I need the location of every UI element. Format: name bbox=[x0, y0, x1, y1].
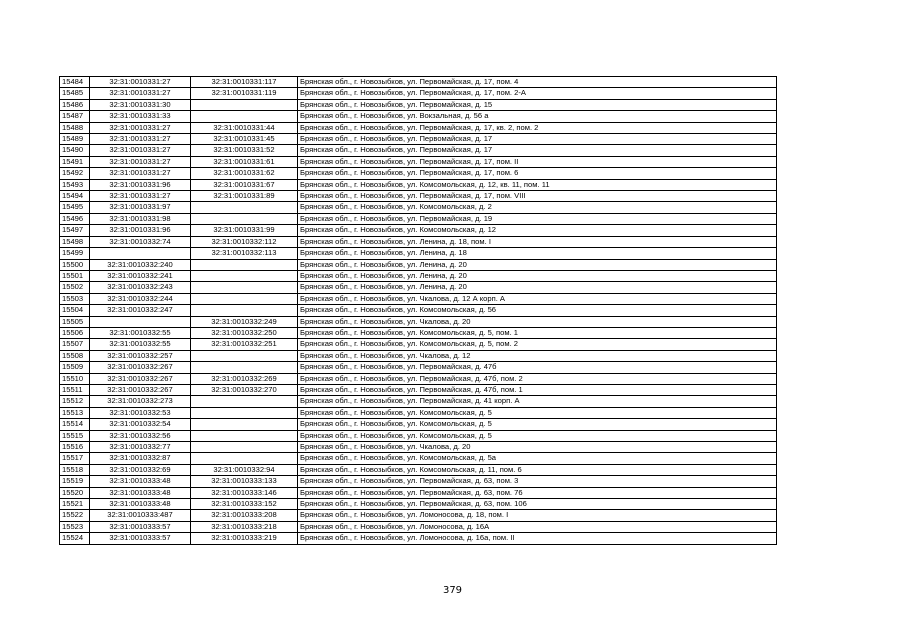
object-cadastral-number-cell: 32:31:0010333:146 bbox=[191, 487, 298, 498]
table-row bbox=[60, 122, 777, 133]
object-cadastral-number-cell bbox=[191, 419, 298, 430]
cadastral-number-cell: 32:31:0010332:69 bbox=[90, 464, 191, 475]
table-row bbox=[60, 236, 777, 247]
table-row bbox=[60, 396, 777, 407]
row-number-cell: 15497 bbox=[60, 225, 90, 236]
address-cell: Брянская обл., г. Новозыбков, ул. Комсомольская, д. 11, пом. 6 bbox=[298, 464, 777, 475]
address-cell: Брянская обл., г. Новозыбков, ул. Ленина, д. 20 bbox=[298, 282, 777, 293]
cadastral-number-cell: 32:31:0010332:273 bbox=[90, 396, 191, 407]
object-cadastral-number-cell bbox=[191, 111, 298, 122]
address-cell: Брянская обл., г. Новозыбков, ул. Комсомольская, д. 5 bbox=[298, 407, 777, 418]
row-number-cell: 15494 bbox=[60, 191, 90, 202]
address-cell: Брянская обл., г. Новозыбков, ул. Комсомольская, д. 5а bbox=[298, 453, 777, 464]
row-number-cell: 15524 bbox=[60, 533, 90, 544]
row-number-cell: 15511 bbox=[60, 384, 90, 395]
cadastral-number-cell: 32:31:0010333:57 bbox=[90, 533, 191, 544]
table-row bbox=[60, 476, 777, 487]
address-cell: Брянская обл., г. Новозыбков, ул. Первомайская, д. 17, пом. II bbox=[298, 156, 777, 167]
object-cadastral-number-cell: 32:31:0010332:94 bbox=[191, 464, 298, 475]
address-cell: Брянская обл., г. Новозыбков, ул. Первомайская, д. 17, пом. VIII bbox=[298, 191, 777, 202]
cadastral-number-cell: 32:31:0010332:55 bbox=[90, 339, 191, 350]
cadastral-number-cell: 32:31:0010332:267 bbox=[90, 373, 191, 384]
address-cell: Брянская обл., г. Новозыбков, ул. Комсомольская, д. 56 bbox=[298, 305, 777, 316]
address-cell: Брянская обл., г. Новозыбков, ул. Ломоносова, д. 16А bbox=[298, 521, 777, 532]
table-row bbox=[60, 487, 777, 498]
object-cadastral-number-cell bbox=[191, 202, 298, 213]
address-cell: Брянская обл., г. Новозыбков, ул. Первомайская, д. 63, пом. 106 bbox=[298, 499, 777, 510]
table-row bbox=[60, 499, 777, 510]
row-number-cell: 15503 bbox=[60, 293, 90, 304]
cadastral-number-cell: 32:31:0010331:27 bbox=[90, 156, 191, 167]
address-cell: Брянская обл., г. Новозыбков, ул. Ленина, д. 18, пом. I bbox=[298, 236, 777, 247]
table-row bbox=[60, 464, 777, 475]
object-cadastral-number-cell bbox=[191, 305, 298, 316]
object-cadastral-number-cell: 32:31:0010333:219 bbox=[191, 533, 298, 544]
object-cadastral-number-cell: 32:31:0010331:67 bbox=[191, 179, 298, 190]
row-number-cell: 15515 bbox=[60, 430, 90, 441]
cadastral-number-cell: 32:31:0010331:33 bbox=[90, 111, 191, 122]
cadastral-number-cell: 32:31:0010331:27 bbox=[90, 122, 191, 133]
object-cadastral-number-cell: 32:31:0010332:270 bbox=[191, 384, 298, 395]
cadastral-number-cell: 32:31:0010333:57 bbox=[90, 521, 191, 532]
table-row bbox=[60, 145, 777, 156]
table-row bbox=[60, 453, 777, 464]
address-cell: Брянская обл., г. Новозыбков, ул. Комсомольская, д. 2 bbox=[298, 202, 777, 213]
table-row bbox=[60, 225, 777, 236]
table-row bbox=[60, 442, 777, 453]
object-cadastral-number-cell: 32:31:0010331:52 bbox=[191, 145, 298, 156]
address-cell: Брянская обл., г. Новозыбков, ул. Чкалова, д. 12 А корп. А bbox=[298, 293, 777, 304]
cadastral-number-cell: 32:31:0010333:48 bbox=[90, 487, 191, 498]
table-row bbox=[60, 77, 777, 88]
address-cell: Брянская обл., г. Новозыбков, ул. Ленина, д. 18 bbox=[298, 248, 777, 259]
registry-table-body bbox=[60, 77, 777, 545]
object-cadastral-number-cell bbox=[191, 453, 298, 464]
registry-table bbox=[59, 76, 777, 545]
table-row bbox=[60, 373, 777, 384]
table-row bbox=[60, 213, 777, 224]
cadastral-number-cell: 32:31:0010332:247 bbox=[90, 305, 191, 316]
object-cadastral-number-cell: 32:31:0010331:61 bbox=[191, 156, 298, 167]
address-cell: Брянская обл., г. Новозыбков, ул. Первомайская, д. 63, пом. 3 bbox=[298, 476, 777, 487]
table-row bbox=[60, 510, 777, 521]
object-cadastral-number-cell: 32:31:0010331:45 bbox=[191, 134, 298, 145]
row-number-cell: 15485 bbox=[60, 88, 90, 99]
row-number-cell: 15491 bbox=[60, 156, 90, 167]
object-cadastral-number-cell bbox=[191, 270, 298, 281]
cadastral-number-cell: 32:31:0010331:98 bbox=[90, 213, 191, 224]
cadastral-number-cell: 32:31:0010331:97 bbox=[90, 202, 191, 213]
address-cell: Брянская обл., г. Новозыбков, ул. Первомайская, д. 15 bbox=[298, 99, 777, 110]
object-cadastral-number-cell: 32:31:0010332:249 bbox=[191, 316, 298, 327]
cadastral-number-cell: 32:31:0010331:27 bbox=[90, 191, 191, 202]
address-cell: Брянская обл., г. Новозыбков, ул. Первомайская, д. 47б, пом. 1 bbox=[298, 384, 777, 395]
object-cadastral-number-cell bbox=[191, 213, 298, 224]
object-cadastral-number-cell: 32:31:0010333:152 bbox=[191, 499, 298, 510]
address-cell: Брянская обл., г. Новозыбков, ул. Первомайская, д. 17, кв. 2, пом. 2 bbox=[298, 122, 777, 133]
row-number-cell: 15520 bbox=[60, 487, 90, 498]
object-cadastral-number-cell: 32:31:0010332:251 bbox=[191, 339, 298, 350]
row-number-cell: 15499 bbox=[60, 248, 90, 259]
address-cell: Брянская обл., г. Новозыбков, ул. Первомайская, д. 47б bbox=[298, 362, 777, 373]
row-number-cell: 15522 bbox=[60, 510, 90, 521]
address-cell: Брянская обл., г. Новозыбков, ул. Вокзальная, д. 56 а bbox=[298, 111, 777, 122]
row-number-cell: 15495 bbox=[60, 202, 90, 213]
object-cadastral-number-cell: 32:31:0010332:269 bbox=[191, 373, 298, 384]
address-cell: Брянская обл., г. Новозыбков, ул. Первомайская, д. 19 bbox=[298, 213, 777, 224]
row-number-cell: 15484 bbox=[60, 77, 90, 88]
object-cadastral-number-cell bbox=[191, 99, 298, 110]
row-number-cell: 15504 bbox=[60, 305, 90, 316]
row-number-cell: 15493 bbox=[60, 179, 90, 190]
table-row bbox=[60, 156, 777, 167]
cadastral-number-cell: 32:31:0010333:487 bbox=[90, 510, 191, 521]
row-number-cell: 15523 bbox=[60, 521, 90, 532]
table-row bbox=[60, 293, 777, 304]
row-number-cell: 15513 bbox=[60, 407, 90, 418]
row-number-cell: 15498 bbox=[60, 236, 90, 247]
row-number-cell: 15487 bbox=[60, 111, 90, 122]
object-cadastral-number-cell bbox=[191, 259, 298, 270]
table-row bbox=[60, 327, 777, 338]
object-cadastral-number-cell: 32:31:0010332:250 bbox=[191, 327, 298, 338]
row-number-cell: 15506 bbox=[60, 327, 90, 338]
cadastral-number-cell: 32:31:0010332:267 bbox=[90, 384, 191, 395]
row-number-cell: 15507 bbox=[60, 339, 90, 350]
row-number-cell: 15502 bbox=[60, 282, 90, 293]
object-cadastral-number-cell: 32:31:0010331:89 bbox=[191, 191, 298, 202]
table-row bbox=[60, 111, 777, 122]
object-cadastral-number-cell: 32:31:0010331:62 bbox=[191, 168, 298, 179]
address-cell: Брянская обл., г. Новозыбков, ул. Первомайская, д. 17, пом. 4 bbox=[298, 77, 777, 88]
row-number-cell: 15505 bbox=[60, 316, 90, 327]
table-row bbox=[60, 521, 777, 532]
row-number-cell: 15486 bbox=[60, 99, 90, 110]
object-cadastral-number-cell: 32:31:0010332:113 bbox=[191, 248, 298, 259]
row-number-cell: 15517 bbox=[60, 453, 90, 464]
table-row bbox=[60, 316, 777, 327]
row-number-cell: 15512 bbox=[60, 396, 90, 407]
row-number-cell: 15508 bbox=[60, 350, 90, 361]
table-row bbox=[60, 248, 777, 259]
object-cadastral-number-cell: 32:31:0010331:44 bbox=[191, 122, 298, 133]
table-row bbox=[60, 191, 777, 202]
address-cell: Брянская обл., г. Новозыбков, ул. Комсомольская, д. 5, пом. 1 bbox=[298, 327, 777, 338]
row-number-cell: 15489 bbox=[60, 134, 90, 145]
object-cadastral-number-cell: 32:31:0010331:99 bbox=[191, 225, 298, 236]
cadastral-number-cell: 32:31:0010331:27 bbox=[90, 77, 191, 88]
object-cadastral-number-cell bbox=[191, 396, 298, 407]
address-cell: Брянская обл., г. Новозыбков, ул. Первомайская, д. 17 bbox=[298, 145, 777, 156]
cadastral-number-cell: 32:31:0010332:243 bbox=[90, 282, 191, 293]
cadastral-number-cell: 32:31:0010333:48 bbox=[90, 476, 191, 487]
cadastral-number-cell: 32:31:0010332:55 bbox=[90, 327, 191, 338]
cadastral-number-cell: 32:31:0010331:30 bbox=[90, 99, 191, 110]
row-number-cell: 15509 bbox=[60, 362, 90, 373]
cadastral-number-cell: 32:31:0010331:96 bbox=[90, 179, 191, 190]
table-row bbox=[60, 259, 777, 270]
table-row bbox=[60, 88, 777, 99]
object-cadastral-number-cell: 32:31:0010332:112 bbox=[191, 236, 298, 247]
table-row bbox=[60, 282, 777, 293]
table-row bbox=[60, 202, 777, 213]
cadastral-number-cell: 32:31:0010332:54 bbox=[90, 419, 191, 430]
row-number-cell: 15521 bbox=[60, 499, 90, 510]
row-number-cell: 15490 bbox=[60, 145, 90, 156]
table-row bbox=[60, 419, 777, 430]
table-row bbox=[60, 384, 777, 395]
address-cell: Брянская обл., г. Новозыбков, ул. Чкалова, д. 12 bbox=[298, 350, 777, 361]
address-cell: Брянская обл., г. Новозыбков, ул. Комсомольская, д. 12 bbox=[298, 225, 777, 236]
object-cadastral-number-cell: 32:31:0010333:218 bbox=[191, 521, 298, 532]
cadastral-number-cell: 32:31:0010331:27 bbox=[90, 168, 191, 179]
object-cadastral-number-cell: 32:31:0010333:208 bbox=[191, 510, 298, 521]
table-row bbox=[60, 270, 777, 281]
object-cadastral-number-cell bbox=[191, 430, 298, 441]
row-number-cell: 15500 bbox=[60, 259, 90, 270]
cadastral-number-cell: 32:31:0010332:77 bbox=[90, 442, 191, 453]
cadastral-number-cell bbox=[90, 316, 191, 327]
address-cell: Брянская обл., г. Новозыбков, ул. Первомайская, д. 63, пом. 76 bbox=[298, 487, 777, 498]
cadastral-number-cell: 32:31:0010331:96 bbox=[90, 225, 191, 236]
table-row bbox=[60, 179, 777, 190]
page-number: 379 bbox=[442, 585, 463, 596]
table-row bbox=[60, 362, 777, 373]
cadastral-number-cell: 32:31:0010332:244 bbox=[90, 293, 191, 304]
address-cell: Брянская обл., г. Новозыбков, ул. Ленина, д. 20 bbox=[298, 270, 777, 281]
row-number-cell: 15492 bbox=[60, 168, 90, 179]
cadastral-number-cell: 32:31:0010331:27 bbox=[90, 88, 191, 99]
cadastral-number-cell: 32:31:0010332:53 bbox=[90, 407, 191, 418]
address-cell: Брянская обл., г. Новозыбков, ул. Первомайская, д. 47б, пом. 2 bbox=[298, 373, 777, 384]
object-cadastral-number-cell: 32:31:0010331:119 bbox=[191, 88, 298, 99]
cadastral-number-cell: 32:31:0010331:27 bbox=[90, 145, 191, 156]
address-cell: Брянская обл., г. Новозыбков, ул. Комсомольская, д. 5 bbox=[298, 419, 777, 430]
address-cell: Брянская обл., г. Новозыбков, ул. Чкалова, д. 20 bbox=[298, 442, 777, 453]
table-row bbox=[60, 533, 777, 544]
object-cadastral-number-cell bbox=[191, 442, 298, 453]
cadastral-number-cell: 32:31:0010332:240 bbox=[90, 259, 191, 270]
cadastral-number-cell: 32:31:0010332:257 bbox=[90, 350, 191, 361]
cadastral-number-cell: 32:31:0010332:87 bbox=[90, 453, 191, 464]
object-cadastral-number-cell bbox=[191, 362, 298, 373]
address-cell: Брянская обл., г. Новозыбков, ул. Комсомольская, д. 5, пом. 2 bbox=[298, 339, 777, 350]
table-row bbox=[60, 99, 777, 110]
cadastral-number-cell: 32:31:0010332:241 bbox=[90, 270, 191, 281]
row-number-cell: 15516 bbox=[60, 442, 90, 453]
row-number-cell: 15518 bbox=[60, 464, 90, 475]
address-cell: Брянская обл., г. Новозыбков, ул. Первомайская, д. 17, пом. 2-А bbox=[298, 88, 777, 99]
cadastral-number-cell: 32:31:0010332:56 bbox=[90, 430, 191, 441]
address-cell: Брянская обл., г. Новозыбков, ул. Ломоносова, д. 16а, пом. II bbox=[298, 533, 777, 544]
cadastral-number-cell: 32:31:0010331:27 bbox=[90, 134, 191, 145]
object-cadastral-number-cell bbox=[191, 282, 298, 293]
address-cell: Брянская обл., г. Новозыбков, ул. Комсомольская, д. 12, кв. 11, пом. 11 bbox=[298, 179, 777, 190]
address-cell: Брянская обл., г. Новозыбков, ул. Ломоносова, д. 18, пом. I bbox=[298, 510, 777, 521]
cadastral-number-cell: 32:31:0010332:267 bbox=[90, 362, 191, 373]
address-cell: Брянская обл., г. Новозыбков, ул. Первомайская, д. 41 корп. А bbox=[298, 396, 777, 407]
object-cadastral-number-cell bbox=[191, 407, 298, 418]
cadastral-number-cell: 32:31:0010332:74 bbox=[90, 236, 191, 247]
object-cadastral-number-cell bbox=[191, 350, 298, 361]
address-cell: Брянская обл., г. Новозыбков, ул. Комсомольская, д. 5 bbox=[298, 430, 777, 441]
object-cadastral-number-cell: 32:31:0010331:117 bbox=[191, 77, 298, 88]
address-cell: Брянская обл., г. Новозыбков, ул. Первомайская, д. 17 bbox=[298, 134, 777, 145]
row-number-cell: 15514 bbox=[60, 419, 90, 430]
table-row bbox=[60, 339, 777, 350]
cadastral-number-cell bbox=[90, 248, 191, 259]
cadastral-number-cell: 32:31:0010333:48 bbox=[90, 499, 191, 510]
table-row bbox=[60, 134, 777, 145]
table-row bbox=[60, 350, 777, 361]
object-cadastral-number-cell: 32:31:0010333:133 bbox=[191, 476, 298, 487]
address-cell: Брянская обл., г. Новозыбков, ул. Ленина, д. 20 bbox=[298, 259, 777, 270]
table-row bbox=[60, 305, 777, 316]
row-number-cell: 15519 bbox=[60, 476, 90, 487]
row-number-cell: 15496 bbox=[60, 213, 90, 224]
address-cell: Брянская обл., г. Новозыбков, ул. Первомайская, д. 17, пом. 6 bbox=[298, 168, 777, 179]
table-row bbox=[60, 168, 777, 179]
object-cadastral-number-cell bbox=[191, 293, 298, 304]
row-number-cell: 15488 bbox=[60, 122, 90, 133]
table-row bbox=[60, 407, 777, 418]
row-number-cell: 15510 bbox=[60, 373, 90, 384]
table-row bbox=[60, 430, 777, 441]
address-cell: Брянская обл., г. Новозыбков, ул. Чкалова, д. 20 bbox=[298, 316, 777, 327]
row-number-cell: 15501 bbox=[60, 270, 90, 281]
